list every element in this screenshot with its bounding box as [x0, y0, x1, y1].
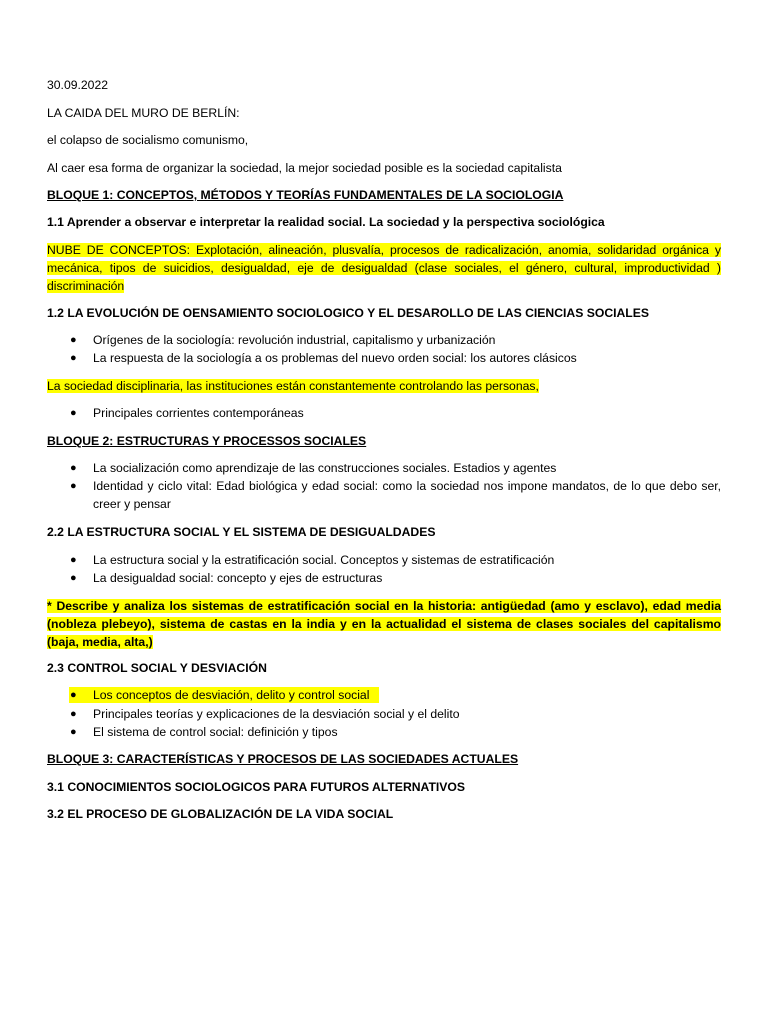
disciplinary-society-note: La sociedad disciplinaria, las instituciones están constantemente controlando las personas,: [47, 379, 539, 393]
section-1-2-heading: 1.2 LA EVOLUCIÓN DE OENSAMIENTO SOCIOLOGICO Y EL DESAROLLO DE LAS CIENCIAS SOCIALES: [47, 306, 650, 320]
section-2-3-heading: 2.3 CONTROL SOCIAL Y DESVIACIÓN: [47, 661, 267, 675]
bullet-icon: ●: [70, 554, 77, 566]
section-3-1-heading: 3.1 CONOCIMIENTOS SOCIOLOGICOS PARA FUTUROS ALTERNATIVOS: [47, 780, 466, 794]
list-item: ● Principales corrientes contemporáneas: [70, 406, 304, 420]
concept-cloud-note: NUBE DE CONCEPTOS: Explotación, alineación, plusvalía, procesos de radicalización, anomia, solidaridad orgánica y mecánica, tipos de suicidios, desigualdad, eje de desigualdad (clase sociales, el género, cultural, improductividad ) discriminación: [47, 243, 721, 293]
bullet-icon: ●: [70, 689, 77, 701]
bloque-2-heading: BLOQUE 2: ESTRUCTURAS Y PROCESSOS SOCIALES: [47, 434, 367, 448]
bloque-1-heading: BLOQUE 1: CONCEPTOS, MÉTODOS Y TEORÍAS FUNDAMENTALES DE LA SOCIOLOGIA: [47, 188, 564, 202]
note-line: el colapso de socialismo comunismo,: [47, 133, 249, 147]
list-item: ● La desigualdad social: concepto y ejes de estructuras: [70, 571, 383, 585]
list-item: ● El sistema de control social: definición y tipos: [70, 725, 338, 739]
note-line: Al caer esa forma de organizar la sociedad, la mejor sociedad posible es la sociedad capitalista: [47, 161, 562, 175]
bullet-icon: ●: [70, 726, 77, 738]
bullet-icon: ●: [70, 572, 77, 584]
document-date: 30.09.2022: [47, 78, 108, 92]
list-item: ● Principales teorías y explicaciones de la desviación social y el delito: [70, 707, 460, 721]
section-1-1-heading: 1.1 Aprender a observar e interpretar la realidad social. La sociedad y la perspectiva sociológica: [47, 215, 605, 229]
bullet-icon: ●: [70, 480, 77, 492]
bullet-icon: ●: [70, 407, 77, 419]
list-item: ● La respuesta de la sociología a os problemas del nuevo orden social: los autores clásicos: [70, 351, 577, 365]
document-title: LA CAIDA DEL MURO DE BERLÍN:: [47, 106, 240, 120]
list-item: ● Los conceptos de desviación, delito y control social: [70, 686, 721, 704]
list-item: ● La socialización como aprendizaje de las construcciones sociales. Estadios y agentes: [70, 461, 557, 475]
stratification-note: * Describe y analiza los sistemas de estratificación social en la historia: antigüedad (amo y esclavo), edad media (nobleza plebeyo), sistema de castas en la india y en la actualidad el sistema de clases sociales del capitalismo (baja, media, alta,): [47, 599, 721, 649]
section-2-2-heading: 2.2 LA ESTRUCTURA SOCIAL Y EL SISTEMA DE DESIGUALDADES: [47, 525, 436, 539]
bullet-icon: ●: [70, 462, 77, 474]
list-item: ● La estructura social y la estratificación social. Conceptos y sistemas de estratificación: [70, 553, 555, 567]
bullet-icon: ●: [70, 334, 77, 346]
section-3-2-heading: 3.2 EL PROCESO DE GLOBALIZACIÓN DE LA VIDA SOCIAL: [47, 807, 394, 821]
list-item: ● Identidad y ciclo vital: Edad biológica y edad social: como la sociedad nos impone mandatos, de lo que debo ser, creer y pensar: [70, 479, 721, 511]
list-item: ● Orígenes de la sociología: revolución industrial, capitalismo y urbanización: [70, 333, 496, 347]
bullet-icon: ●: [70, 708, 77, 720]
bloque-3-heading: BLOQUE 3: CARACTERÍSTICAS Y PROCESOS DE LAS SOCIEDADES ACTUALES: [47, 752, 519, 766]
bullet-icon: ●: [70, 352, 77, 364]
